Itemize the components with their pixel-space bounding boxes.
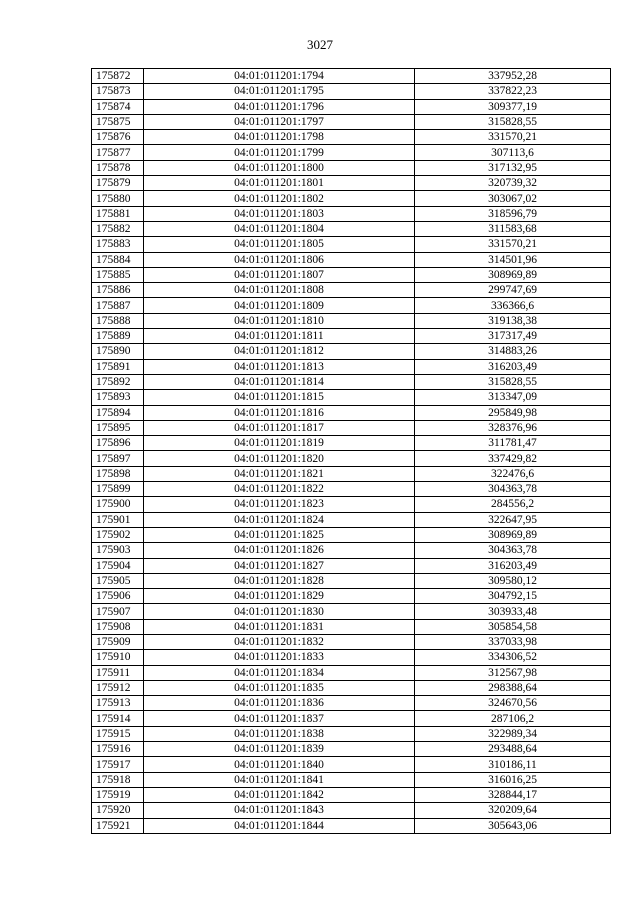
row-number-cell: 175892 [92, 374, 144, 389]
table-row [92, 191, 611, 206]
cadastral-value-cell: 310186,11 [415, 757, 611, 772]
cadastral-value-cell: 317132,95 [415, 160, 611, 175]
cadastral-number-cell: 04:01:011201:1809 [144, 298, 415, 313]
cadastral-number-cell: 04:01:011201:1839 [144, 742, 415, 757]
row-number-cell: 175903 [92, 543, 144, 558]
row-number-cell: 175877 [92, 145, 144, 160]
table-row [92, 650, 611, 665]
cadastral-value-cell: 305854,58 [415, 619, 611, 634]
row-number-cell: 175896 [92, 436, 144, 451]
table-row [92, 313, 611, 328]
table-row [92, 176, 611, 191]
cadastral-number-cell: 04:01:011201:1808 [144, 283, 415, 298]
cadastral-value-cell: 316203,49 [415, 558, 611, 573]
cadastral-value-cell: 304792,15 [415, 589, 611, 604]
cadastral-value-cell: 295849,98 [415, 405, 611, 420]
row-number-cell: 175884 [92, 252, 144, 267]
cadastral-value-cell: 299747,69 [415, 283, 611, 298]
cadastral-value-cell: 320209,64 [415, 803, 611, 818]
cadastral-value-cell: 303933,48 [415, 604, 611, 619]
row-number-cell: 175906 [92, 589, 144, 604]
row-number-cell: 175888 [92, 313, 144, 328]
row-number-cell: 175874 [92, 99, 144, 114]
cadastral-value-table [91, 68, 611, 834]
cadastral-number-cell: 04:01:011201:1834 [144, 665, 415, 680]
row-number-cell: 175914 [92, 711, 144, 726]
row-number-cell: 175904 [92, 558, 144, 573]
row-number-cell: 175908 [92, 619, 144, 634]
table-row [92, 711, 611, 726]
table-row [92, 772, 611, 787]
cadastral-value-cell: 322989,34 [415, 726, 611, 741]
cadastral-value-cell: 328844,17 [415, 787, 611, 802]
cadastral-number-cell: 04:01:011201:1815 [144, 390, 415, 405]
cadastral-value-cell: 307113,6 [415, 145, 611, 160]
table-row [92, 726, 611, 741]
cadastral-value-cell: 312567,98 [415, 665, 611, 680]
cadastral-value-cell: 304363,78 [415, 482, 611, 497]
cadastral-number-cell: 04:01:011201:1800 [144, 160, 415, 175]
row-number-cell: 175886 [92, 283, 144, 298]
cadastral-number-cell: 04:01:011201:1831 [144, 619, 415, 634]
row-number-cell: 175921 [92, 818, 144, 833]
row-number-cell: 175910 [92, 650, 144, 665]
cadastral-value-cell: 305643,06 [415, 818, 611, 833]
table-row [92, 221, 611, 236]
cadastral-number-cell: 04:01:011201:1810 [144, 313, 415, 328]
cadastral-number-cell: 04:01:011201:1836 [144, 696, 415, 711]
cadastral-value-cell: 322647,95 [415, 512, 611, 527]
row-number-cell: 175918 [92, 772, 144, 787]
cadastral-value-cell: 316203,49 [415, 359, 611, 374]
cadastral-value-cell: 298388,64 [415, 680, 611, 695]
row-number-cell: 175883 [92, 237, 144, 252]
table-row [92, 451, 611, 466]
table-row [92, 757, 611, 772]
cadastral-value-cell: 337952,28 [415, 69, 611, 84]
cadastral-number-cell: 04:01:011201:1813 [144, 359, 415, 374]
cadastral-value-cell: 320739,32 [415, 176, 611, 191]
cadastral-number-cell: 04:01:011201:1796 [144, 99, 415, 114]
row-number-cell: 175894 [92, 405, 144, 420]
table-row [92, 543, 611, 558]
cadastral-value-cell: 337033,98 [415, 634, 611, 649]
cadastral-number-cell: 04:01:011201:1803 [144, 206, 415, 221]
table-row [92, 344, 611, 359]
table-row [92, 558, 611, 573]
table-row [92, 573, 611, 588]
cadastral-number-cell: 04:01:011201:1837 [144, 711, 415, 726]
cadastral-value-cell: 313347,09 [415, 390, 611, 405]
cadastral-value-cell: 317317,49 [415, 329, 611, 344]
row-number-cell: 175915 [92, 726, 144, 741]
table-row [92, 114, 611, 129]
cadastral-number-cell: 04:01:011201:1799 [144, 145, 415, 160]
cadastral-number-cell: 04:01:011201:1819 [144, 436, 415, 451]
table-row [92, 634, 611, 649]
cadastral-value-cell: 308969,89 [415, 267, 611, 282]
cadastral-value-cell: 318596,79 [415, 206, 611, 221]
row-number-cell: 175909 [92, 634, 144, 649]
row-number-cell: 175911 [92, 665, 144, 680]
cadastral-number-cell: 04:01:011201:1802 [144, 191, 415, 206]
table-row [92, 374, 611, 389]
cadastral-number-cell: 04:01:011201:1838 [144, 726, 415, 741]
cadastral-number-cell: 04:01:011201:1820 [144, 451, 415, 466]
cadastral-number-cell: 04:01:011201:1835 [144, 680, 415, 695]
cadastral-number-cell: 04:01:011201:1795 [144, 84, 415, 99]
row-number-cell: 175917 [92, 757, 144, 772]
table-row [92, 130, 611, 145]
row-number-cell: 175905 [92, 573, 144, 588]
row-number-cell: 175879 [92, 176, 144, 191]
row-number-cell: 175876 [92, 130, 144, 145]
cadastral-value-cell: 315828,55 [415, 374, 611, 389]
row-number-cell: 175887 [92, 298, 144, 313]
row-number-cell: 175893 [92, 390, 144, 405]
table-row [92, 329, 611, 344]
table-row [92, 466, 611, 481]
row-number-cell: 175901 [92, 512, 144, 527]
table-row [92, 497, 611, 512]
row-number-cell: 175889 [92, 329, 144, 344]
table-row [92, 99, 611, 114]
cadastral-value-cell: 314501,96 [415, 252, 611, 267]
cadastral-number-cell: 04:01:011201:1804 [144, 221, 415, 236]
cadastral-value-cell: 309377,19 [415, 99, 611, 114]
table-row [92, 742, 611, 757]
cadastral-number-cell: 04:01:011201:1824 [144, 512, 415, 527]
cadastral-value-cell: 337822,23 [415, 84, 611, 99]
cadastral-value-cell: 328376,96 [415, 420, 611, 435]
cadastral-number-cell: 04:01:011201:1841 [144, 772, 415, 787]
table-body [92, 69, 611, 834]
cadastral-number-cell: 04:01:011201:1805 [144, 237, 415, 252]
cadastral-number-cell: 04:01:011201:1812 [144, 344, 415, 359]
table-row [92, 803, 611, 818]
table-row [92, 696, 611, 711]
row-number-cell: 175913 [92, 696, 144, 711]
table-row [92, 436, 611, 451]
cadastral-number-cell: 04:01:011201:1817 [144, 420, 415, 435]
table-row [92, 527, 611, 542]
table-row [92, 145, 611, 160]
row-number-cell: 175920 [92, 803, 144, 818]
cadastral-value-cell: 314883,26 [415, 344, 611, 359]
row-number-cell: 175907 [92, 604, 144, 619]
cadastral-value-cell: 304363,78 [415, 543, 611, 558]
row-number-cell: 175878 [92, 160, 144, 175]
table-row [92, 405, 611, 420]
cadastral-number-cell: 04:01:011201:1821 [144, 466, 415, 481]
cadastral-value-cell: 336366,6 [415, 298, 611, 313]
cadastral-value-cell: 324670,56 [415, 696, 611, 711]
cadastral-value-cell: 287106,2 [415, 711, 611, 726]
row-number-cell: 175891 [92, 359, 144, 374]
table-row [92, 84, 611, 99]
cadastral-number-cell: 04:01:011201:1816 [144, 405, 415, 420]
table-row [92, 420, 611, 435]
cadastral-value-cell: 315828,55 [415, 114, 611, 129]
row-number-cell: 175882 [92, 221, 144, 236]
cadastral-value-cell: 303067,02 [415, 191, 611, 206]
cadastral-value-cell: 284556,2 [415, 497, 611, 512]
table-row [92, 206, 611, 221]
cadastral-number-cell: 04:01:011201:1829 [144, 589, 415, 604]
table-row [92, 619, 611, 634]
cadastral-number-cell: 04:01:011201:1842 [144, 787, 415, 802]
cadastral-number-cell: 04:01:011201:1794 [144, 69, 415, 84]
table-row [92, 680, 611, 695]
row-number-cell: 175899 [92, 482, 144, 497]
cadastral-value-cell: 311781,47 [415, 436, 611, 451]
table-row [92, 237, 611, 252]
page-number: 3027 [307, 37, 333, 52]
table-row [92, 390, 611, 405]
cadastral-number-cell: 04:01:011201:1840 [144, 757, 415, 772]
cadastral-number-cell: 04:01:011201:1843 [144, 803, 415, 818]
row-number-cell: 175873 [92, 84, 144, 99]
cadastral-value-cell: 331570,21 [415, 237, 611, 252]
cadastral-number-cell: 04:01:011201:1825 [144, 527, 415, 542]
cadastral-number-cell: 04:01:011201:1844 [144, 818, 415, 833]
row-number-cell: 175875 [92, 114, 144, 129]
cadastral-number-cell: 04:01:011201:1807 [144, 267, 415, 282]
row-number-cell: 175881 [92, 206, 144, 221]
cadastral-number-cell: 04:01:011201:1801 [144, 176, 415, 191]
cadastral-number-cell: 04:01:011201:1798 [144, 130, 415, 145]
row-number-cell: 175885 [92, 267, 144, 282]
row-number-cell: 175880 [92, 191, 144, 206]
cadastral-value-cell: 293488,64 [415, 742, 611, 757]
table-row [92, 298, 611, 313]
row-number-cell: 175898 [92, 466, 144, 481]
cadastral-value-cell: 334306,52 [415, 650, 611, 665]
cadastral-value-cell: 316016,25 [415, 772, 611, 787]
cadastral-value-cell: 308969,89 [415, 527, 611, 542]
row-number-cell: 175872 [92, 69, 144, 84]
table-row [92, 283, 611, 298]
cadastral-number-cell: 04:01:011201:1823 [144, 497, 415, 512]
cadastral-value-cell: 319138,38 [415, 313, 611, 328]
cadastral-number-cell: 04:01:011201:1830 [144, 604, 415, 619]
row-number-cell: 175919 [92, 787, 144, 802]
row-number-cell: 175916 [92, 742, 144, 757]
cadastral-number-cell: 04:01:011201:1833 [144, 650, 415, 665]
cadastral-number-cell: 04:01:011201:1811 [144, 329, 415, 344]
cadastral-value-cell: 337429,82 [415, 451, 611, 466]
cadastral-number-cell: 04:01:011201:1806 [144, 252, 415, 267]
table-row [92, 512, 611, 527]
table-row [92, 69, 611, 84]
cadastral-number-cell: 04:01:011201:1814 [144, 374, 415, 389]
row-number-cell: 175900 [92, 497, 144, 512]
cadastral-value-cell: 309580,12 [415, 573, 611, 588]
cadastral-number-cell: 04:01:011201:1797 [144, 114, 415, 129]
table-row [92, 267, 611, 282]
table-row [92, 818, 611, 833]
table-row [92, 604, 611, 619]
cadastral-value-cell: 311583,68 [415, 221, 611, 236]
cadastral-value-cell: 331570,21 [415, 130, 611, 145]
row-number-cell: 175895 [92, 420, 144, 435]
cadastral-number-cell: 04:01:011201:1822 [144, 482, 415, 497]
cadastral-number-cell: 04:01:011201:1832 [144, 634, 415, 649]
table-row [92, 665, 611, 680]
table-row [92, 589, 611, 604]
cadastral-number-cell: 04:01:011201:1826 [144, 543, 415, 558]
row-number-cell: 175890 [92, 344, 144, 359]
table-row [92, 160, 611, 175]
table-row [92, 482, 611, 497]
row-number-cell: 175897 [92, 451, 144, 466]
cadastral-number-cell: 04:01:011201:1827 [144, 558, 415, 573]
row-number-cell: 175912 [92, 680, 144, 695]
cadastral-value-cell: 322476,6 [415, 466, 611, 481]
table-row [92, 252, 611, 267]
row-number-cell: 175902 [92, 527, 144, 542]
table-row [92, 787, 611, 802]
table-row [92, 359, 611, 374]
cadastral-number-cell: 04:01:011201:1828 [144, 573, 415, 588]
